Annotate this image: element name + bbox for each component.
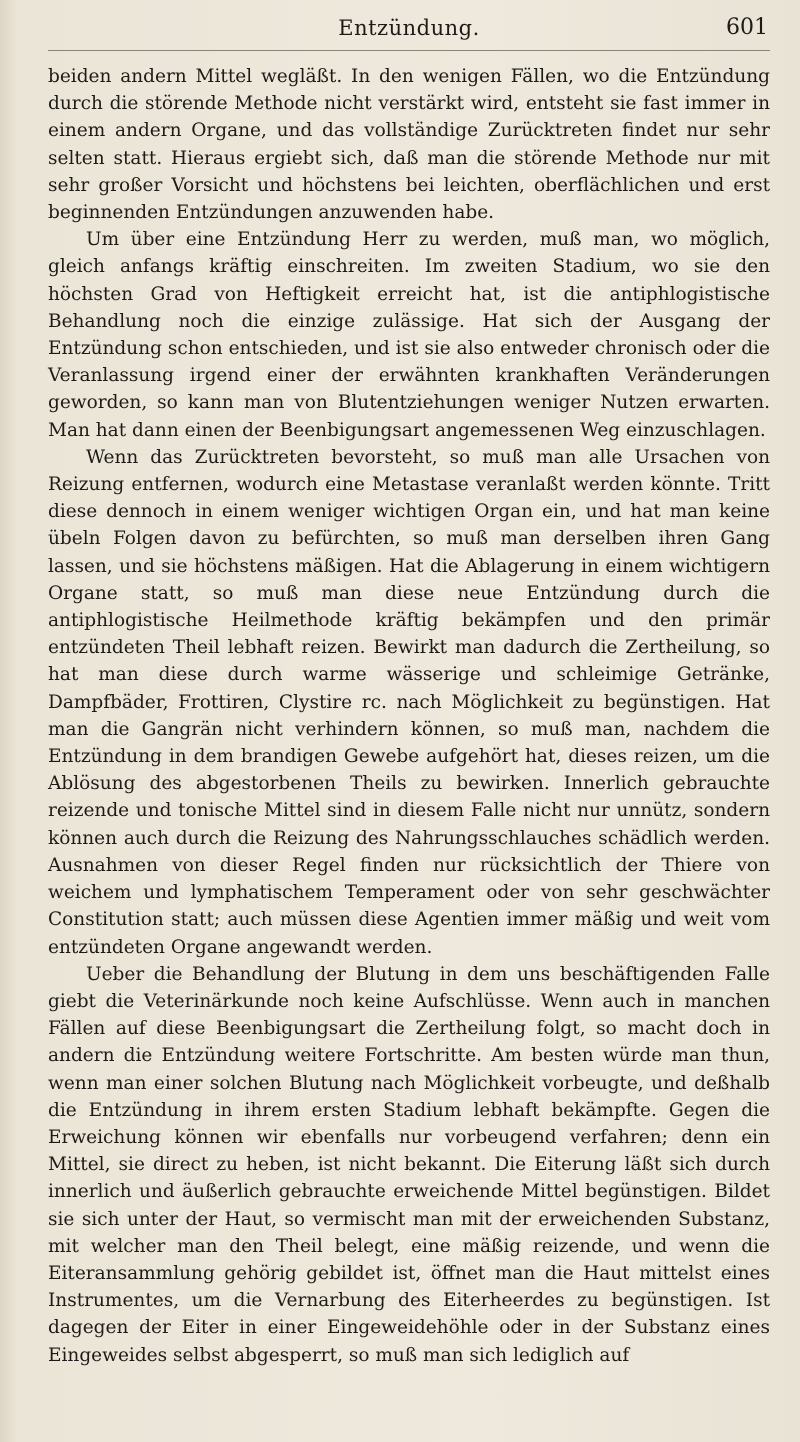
page-header [48, 10, 770, 51]
page-number: 601 [726, 15, 768, 40]
running-title: Entzündung. [338, 16, 480, 40]
paragraph-continuation: beiden andern Mittel wegläßt. In den wenigen Fällen, wo die Entzündung durch die störende Methode nicht verstärkt wird, entsteht sie fast immer in einem andern Organe, und das vollständige Zurücktreten findet nur sehr selten statt. Hieraus ergiebt sich, daß man die störende Methode nur mit sehr großer Vorsicht und höchstens bei leichten, oberflächlichen und erst beginnenden Entzündungen anzuwenden habe. [48, 66, 770, 224]
paragraph-early-intervention: Um über eine Entzündung Herr zu werden, muß man, wo möglich, gleich anfangs kräftig einschreiten. Im zweiten Stadium, wo sie den höchsten Grad von Heftigkeit erreicht hat, ist die antiphlogistische Behandlung noch die einzige zulässige. Hat sich der Ausgang der Entzündung schon entschieden, und ist sie also entweder chronisch oder die Veranlassung irgend einer der erwähnten krankhaften Veränderungen geworden, so kann man von Blutentziehungen weniger Nutzen erwarten. Man hat dann einen der Beenbigungsart angemessenen Weg einzuschlagen. [48, 229, 770, 441]
paragraph-metastasis: Wenn das Zurücktreten bevorsteht, so muß man alle Ursachen von Reizung entfernen, wodurch eine Metastase veranlaßt werden könnte. Tritt diese dennoch in einem weniger wichtigen Organ ein, und hat man keine übeln Folgen davon zu befürchten, so muß man derselben ihren Gang lassen, und sie höchstens mäßigen. Hat die Ablagerung in einem wichtigern Organe statt, so muß man diese neue Entzündung durch die antiphlogistische Heilmethode kräftig bekämpfen und den primär entzündeten Theil lebhaft reizen. Bewirkt man dadurch die Zertheilung, so hat man diese durch warme wässerige und schleimige Getränke, Dampfbäder, Frottiren, Clystire rc. nach Möglichkeit zu begünstigen. Hat man die Gangrän nicht verhindern können, so muß man, nachdem die Entzündung in dem brandigen Gewebe aufgehört hat, dieses reizen, um die Ablösung des abgestorbenen Theils zu bewirken. Innerlich gebrauchte reizende und tonische Mittel sind in diesem Falle nicht nur unnütz, sondern können auch durch die Reizung des Nahrungsschlauches schädlich werden. Ausnahmen von dieser Regel finden nur rücksichtlich der Thiere von weichem und lymphatischem Temperament oder von sehr geschwächter Constitution statt; auch müssen diese Agentien immer mäßig und weit vom entzündeten Organe angewandt werden. [48, 446, 770, 958]
paragraph-bleeding: Ueber die Behandlung der Blutung in dem uns beschäftigenden Falle giebt die Veterinärkunde noch keine Aufschlüsse. Wenn auch in manchen Fällen auf diese Beenbigungsart die Zertheilung folgt, so macht doch in andern die Entzündung weitere Fortschritte. Am besten würde man thun, wenn man einer solchen Blutung nach Möglichkeit vorbeugte, und deßhalb die Entzündung in ihrem ersten Stadium lebhaft bekämpfte. Gegen die Erweichung können wir ebenfalls nur vorbeugend verfahren; denn ein Mittel, sie direct zu heben, ist nicht bekannt. Die Eiterung läßt sich durch innerlich und äußerlich gebrauchte erweichende Mittel begünstigen. Bildet sie sich unter der Haut, so vermischt man mit der erweichenden Substanz, mit welcher man den Theil belegt, eine mäßig reizende, und wenn die Eiteransammlung gehörig gebildet ist, öffnet man die Haut mittelst eines Instrumentes, um die Vernarbung des Eiterheerdes zu begünstigen. Ist dagegen der Eiter in einer Eingeweidehöhle oder in der Substanz eines Eingeweides selbst abgesperrt, so muß man sich lediglich auf [48, 963, 770, 1366]
body-text [48, 63, 770, 1369]
